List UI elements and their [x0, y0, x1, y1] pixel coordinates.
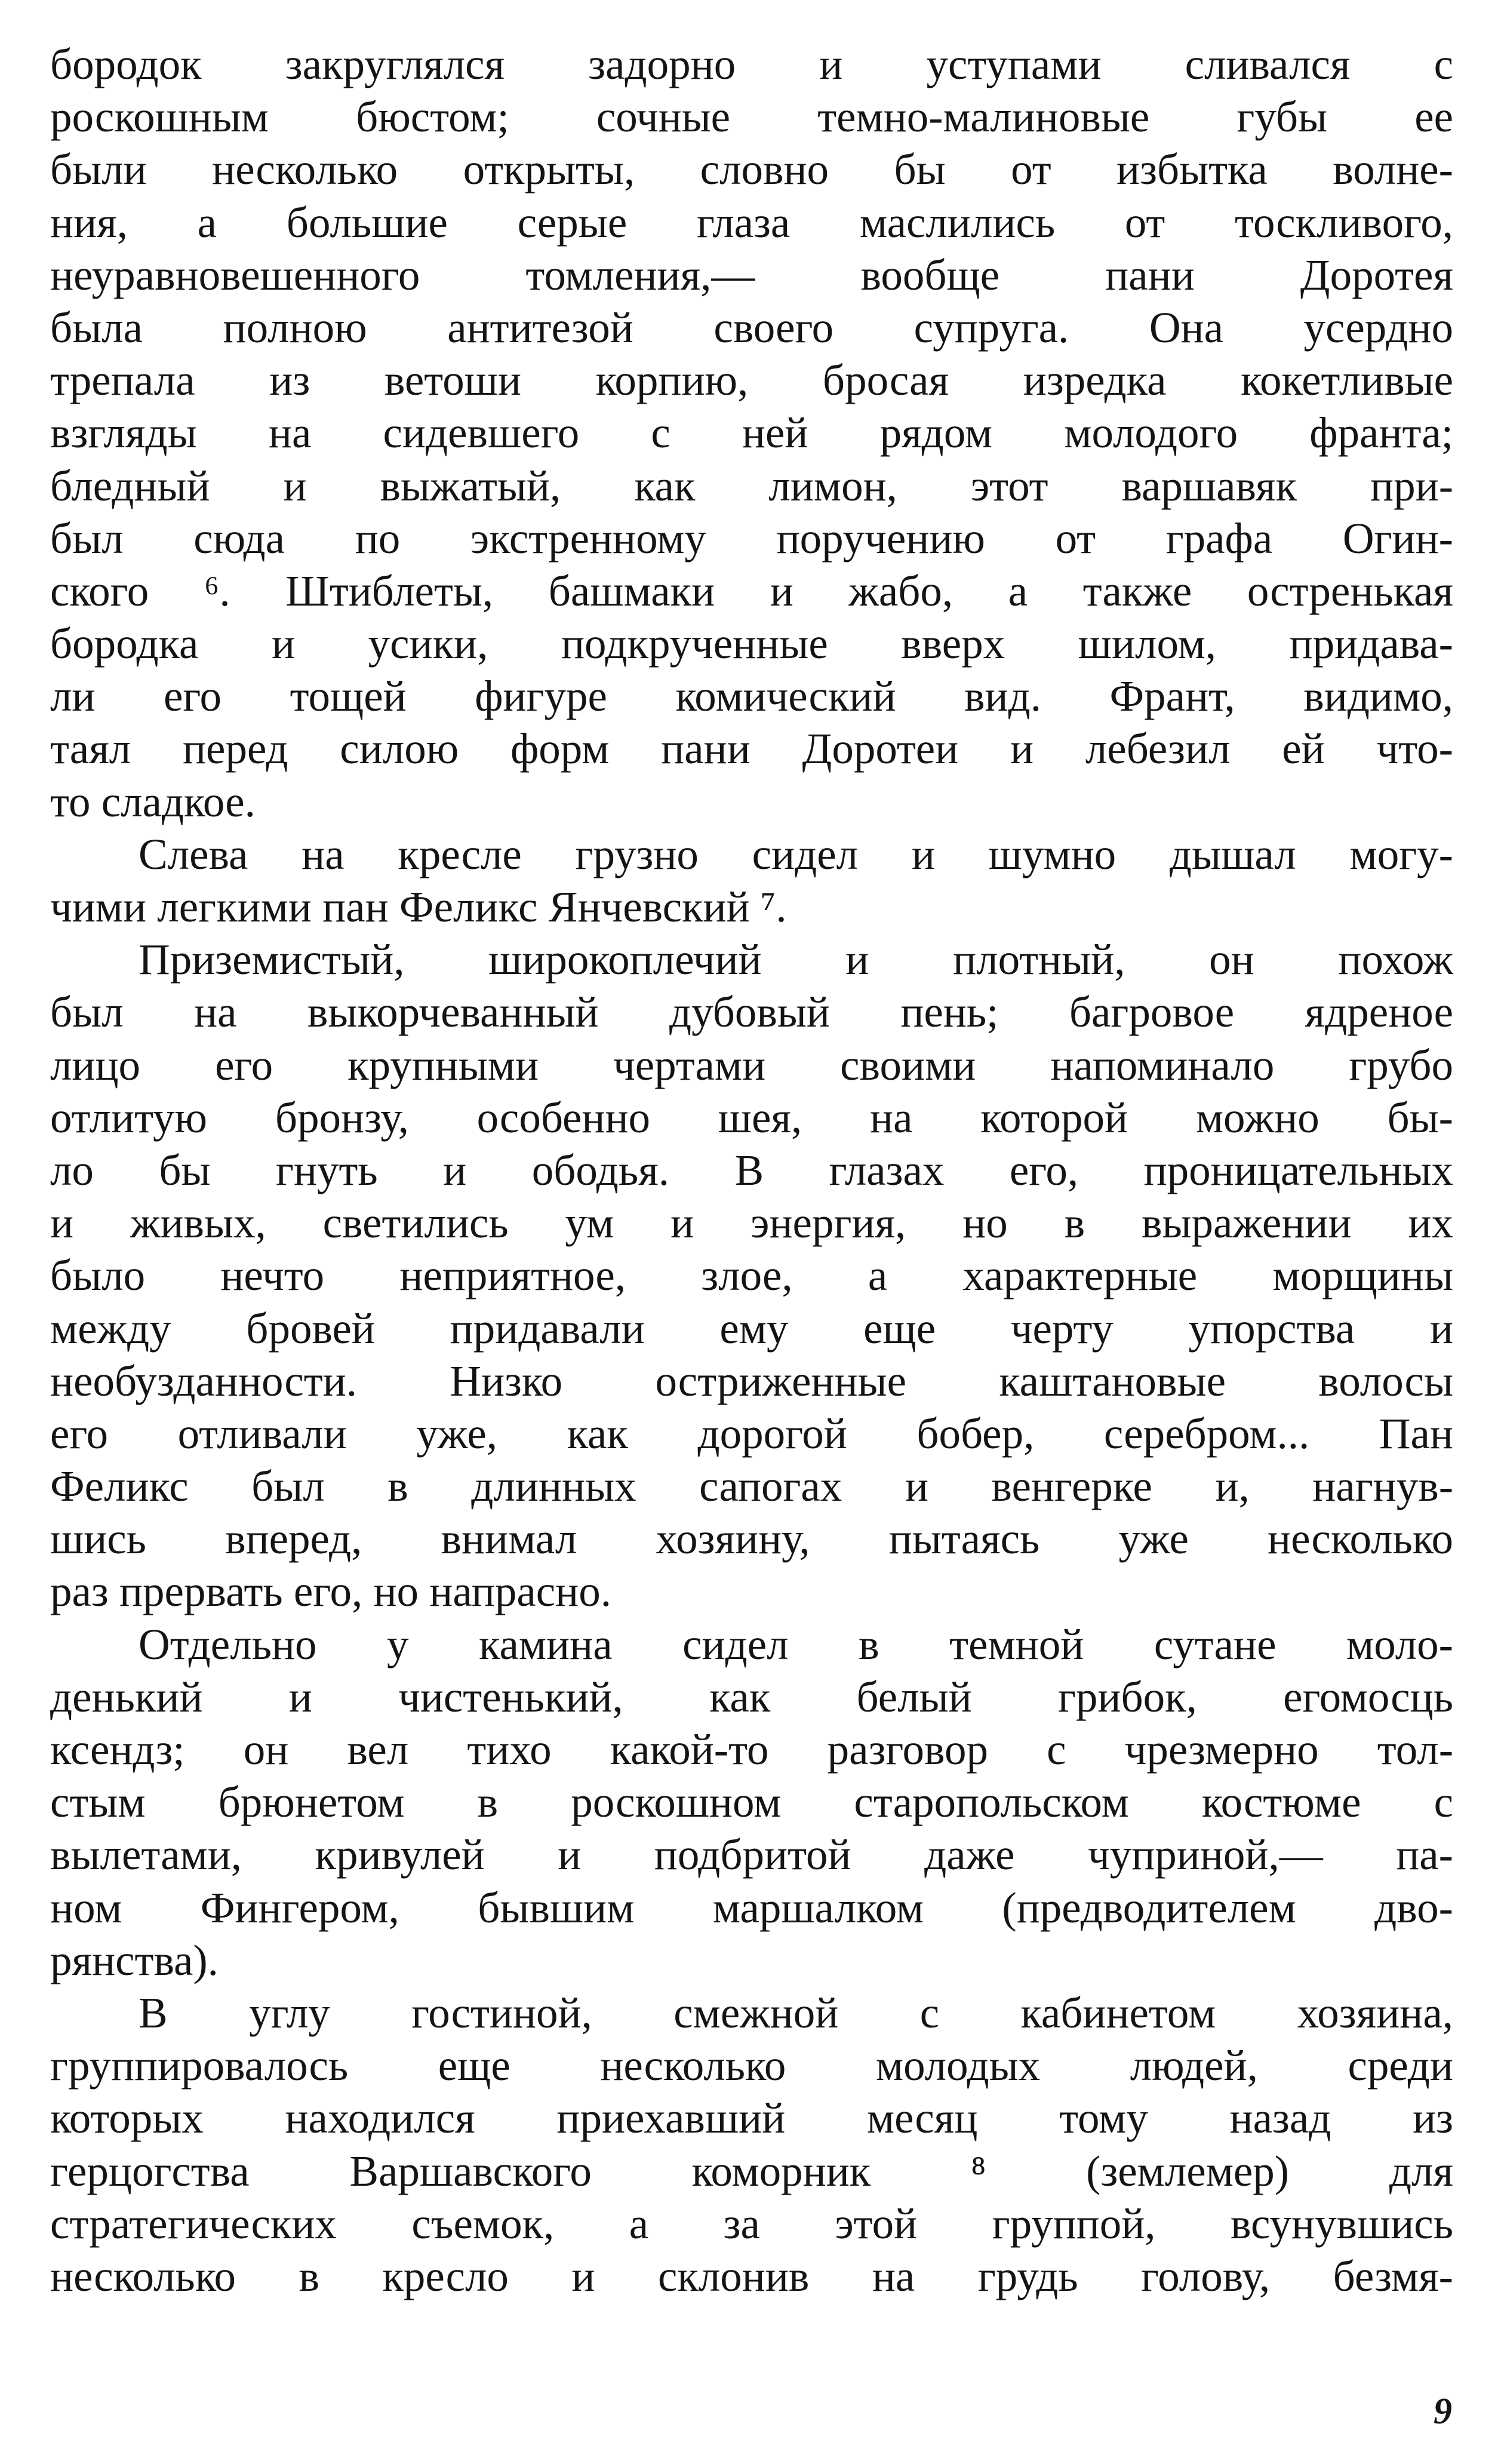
text-line: ского ⁶. Штиблеты, башмаки и жабо, а также остренькая: [50, 566, 1453, 615]
text-line: лицо его крупными чертами своими напоминало грубо: [50, 1040, 1453, 1089]
text-line: Слева на кресле грузно сидел и шумно дышал могу-: [139, 829, 1453, 878]
paragraph: [50, 828, 1453, 933]
text-line: была полною антитезой своего супруга. Она усердно: [50, 303, 1453, 352]
text-line: шись вперед, внимал хозяину, пытаясь уже несколько: [50, 1514, 1453, 1563]
text-line: стратегических съемок, а за этой группой, всунувшись: [50, 2199, 1453, 2248]
text-line: было нечто неприятное, злое, а характерные морщины: [50, 1251, 1453, 1300]
text-line: отлитую бронзу, особенно шея, на которой можно бы-: [50, 1093, 1453, 1142]
text-line: вылетами, кривулей и подбритой даже чуприной,— па-: [50, 1830, 1453, 1879]
text-line: то сладкое.: [50, 777, 256, 826]
text-line: бледный и выжатый, как лимон, этот варшавяк при-: [50, 461, 1453, 510]
text-line: ном Фингером, бывшим маршалком (предводителем дво-: [50, 1883, 1453, 1932]
text-line: Отдельно у камина сидел в темной сутане моло-: [139, 1620, 1453, 1669]
text-line: денький и чистенький, как белый грибок, егомосць: [50, 1672, 1453, 1721]
text-line: Феликс был в длинных сапогах и венгерке и, нагнув-: [50, 1462, 1453, 1511]
text-line: Приземистый, широкоплечий и плотный, он похож: [139, 935, 1453, 984]
text-line: ния, а большие серые глаза маслились от тоскливого,: [50, 198, 1453, 247]
text-line: раз прервать его, но напрасно.: [50, 1567, 611, 1616]
text-line: был сюда по экстренному поручению от графа Огин-: [50, 514, 1453, 563]
text-line: был на выкорчеванный дубовый пень; багровое ядреное: [50, 988, 1453, 1037]
book-page: [50, 38, 1453, 2303]
text-line: и живых, светились ум и энергия, но в выражении их: [50, 1199, 1453, 1248]
text-line: трепала из ветоши корпию, бросая изредка кокетливые: [50, 356, 1453, 405]
text-line: В углу гостиной, смежной с кабинетом хозяина,: [139, 1988, 1453, 2037]
text-line: которых находился приехавший месяц тому назад из: [50, 2094, 1453, 2143]
text-line: необузданности. Низко остриженные каштановые волосы: [50, 1356, 1453, 1405]
text-line: чими легкими пан Феликс Янчевский ⁷.: [50, 883, 787, 931]
text-line: неуравновешенного томления,— вообще пани Доротея: [50, 250, 1453, 299]
text-line: взгляды на сидевшего с ней рядом молодого франта;: [50, 408, 1453, 457]
paragraph: [50, 38, 1453, 828]
text-line: бородка и усики, подкрученные вверх шилом, придава-: [50, 619, 1453, 668]
text-line: были несколько открыты, словно бы от избытка волне-: [50, 145, 1453, 194]
text-line: рянства).: [50, 1935, 219, 1984]
text-line: ксендз; он вел тихо какой-то разговор с чрезмерно тол-: [50, 1725, 1453, 1774]
text-line: несколько в кресло и склонив на грудь голову, безмя-: [50, 2251, 1453, 2300]
paragraph: [50, 1618, 1453, 1987]
paragraph: [50, 1987, 1453, 2303]
paragraph: [50, 933, 1453, 1618]
text-line: герцогства Варшавского коморник ⁸ (землемер) для: [50, 2146, 1453, 2195]
text-line: его отливали уже, как дорогой бобер, серебром... Пан: [50, 1409, 1453, 1458]
text-line: таял перед силою форм пани Доротеи и лебезил ей что-: [50, 724, 1453, 773]
text-line: роскошным бюстом; сочные темно-малиновые губы ее: [50, 93, 1453, 142]
text-line: стым брюнетом в роскошном старопольском костюме с: [50, 1778, 1453, 1827]
text-line: бородок закруглялся задорно и уступами сливался с: [50, 40, 1453, 88]
text-line: ло бы гнуть и ободья. В глазах его, проницательных: [50, 1145, 1453, 1194]
text-line: ли его тощей фигуре комический вид. Франт, видимо,: [50, 672, 1453, 721]
text-line: группировалось еще несколько молодых людей, среди: [50, 2041, 1453, 2090]
page-number: 9: [1434, 2391, 1452, 2432]
text-line: между бровей придавали ему еще черту упорства и: [50, 1304, 1453, 1353]
